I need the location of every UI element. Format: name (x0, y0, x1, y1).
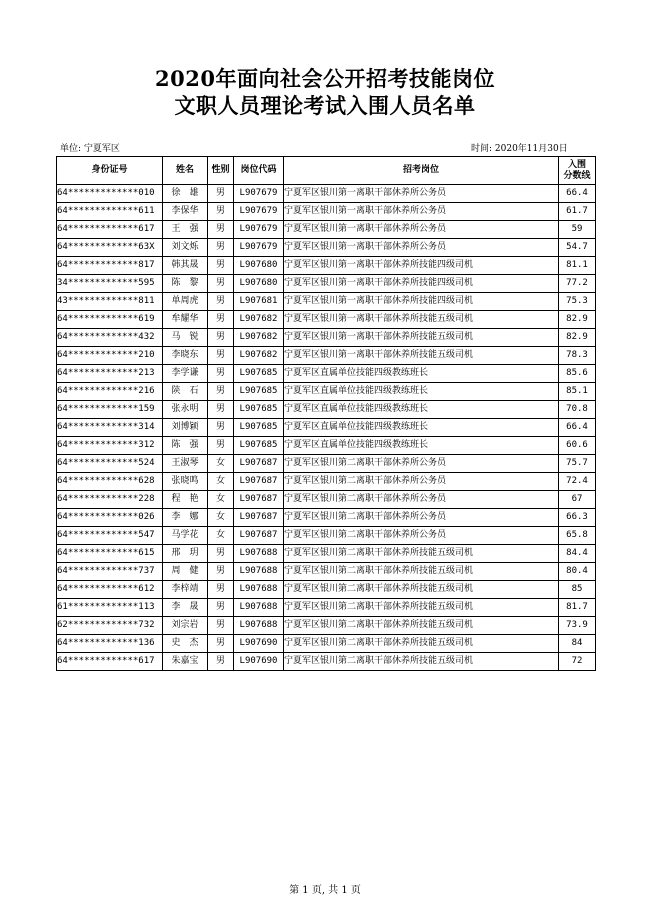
cell-score: 66.4 (559, 185, 596, 203)
cell-position: 宁夏军区银川第一离职干部休养所技能四级司机 (284, 275, 559, 293)
cell-sex: 男 (208, 365, 234, 383)
table-row (57, 545, 596, 563)
cell-name: 韩其晟 (163, 257, 208, 275)
table-row (57, 347, 596, 365)
cell-sex: 男 (208, 653, 234, 671)
cell-position: 宁夏军区银川第一离职干部休养所公务员 (284, 185, 559, 203)
cell-name: 徐 雄 (163, 185, 208, 203)
cell-position: 宁夏军区银川第一离职干部休养所技能五级司机 (284, 329, 559, 347)
cell-id: 64*************524 (57, 455, 163, 473)
header-position: 招考岗位 (284, 157, 559, 185)
date-label: 时间: 2020年11月30日 (471, 144, 568, 154)
cell-code: L907685 (234, 437, 284, 455)
cell-sex: 男 (208, 275, 234, 293)
table-row (57, 275, 596, 293)
cell-name: 周 健 (163, 563, 208, 581)
cell-position: 宁夏军区银川第二离职干部休养所技能五级司机 (284, 635, 559, 653)
cell-position: 宁夏军区银川第一离职干部休养所公务员 (284, 239, 559, 257)
cell-code: L907687 (234, 509, 284, 527)
cell-name: 马 锐 (163, 329, 208, 347)
cell-score: 75.7 (559, 455, 596, 473)
cell-position: 宁夏军区银川第一离职干部休养所技能五级司机 (284, 347, 559, 365)
cell-name: 王 强 (163, 221, 208, 239)
cell-id: 64*************314 (57, 419, 163, 437)
document-title-line2: 文职人员理论考试入围人员名单 (174, 93, 476, 118)
table-row (57, 383, 596, 401)
cell-sex: 男 (208, 311, 234, 329)
cell-sex: 男 (208, 419, 234, 437)
cell-sex: 男 (208, 185, 234, 203)
cell-score: 72.4 (559, 473, 596, 491)
cell-score: 77.2 (559, 275, 596, 293)
cell-score: 67 (559, 491, 596, 509)
cell-name: 李梓靖 (163, 581, 208, 599)
cell-score: 78.3 (559, 347, 596, 365)
cell-id: 61*************113 (57, 599, 163, 617)
document-title-line1: 2020年面向社会公开招考技能岗位 (155, 66, 495, 91)
cell-score: 66.3 (559, 509, 596, 527)
cell-name: 王淑琴 (163, 455, 208, 473)
cell-score: 61.7 (559, 203, 596, 221)
unit-label: 单位: 宁夏军区 (60, 144, 120, 154)
cell-sex: 男 (208, 437, 234, 455)
cell-code: L907688 (234, 617, 284, 635)
table-row (57, 563, 596, 581)
cell-score: 66.4 (559, 419, 596, 437)
cell-position: 宁夏军区银川第二离职干部休养所技能五级司机 (284, 545, 559, 563)
cell-position: 宁夏军区直属单位技能四级教练班长 (284, 419, 559, 437)
cell-score: 72 (559, 653, 596, 671)
table-row (57, 293, 596, 311)
cell-score: 84 (559, 635, 596, 653)
cell-sex: 男 (208, 635, 234, 653)
cell-position: 宁夏军区银川第一离职干部休养所技能四级司机 (284, 293, 559, 311)
table-row (57, 329, 596, 347)
table-row (57, 509, 596, 527)
cell-score: 70.8 (559, 401, 596, 419)
cell-score: 59 (559, 221, 596, 239)
cell-name: 牟耀华 (163, 311, 208, 329)
table-row (57, 617, 596, 635)
cell-id: 43*************811 (57, 293, 163, 311)
cell-code: L907690 (234, 653, 284, 671)
cell-sex: 男 (208, 221, 234, 239)
cell-sex: 男 (208, 239, 234, 257)
cell-score: 85.6 (559, 365, 596, 383)
cell-position: 宁夏军区直属单位技能四级教练班长 (284, 365, 559, 383)
cell-code: L907688 (234, 581, 284, 599)
table-row (57, 473, 596, 491)
table-row (57, 455, 596, 473)
cell-sex: 男 (208, 617, 234, 635)
cell-score: 54.7 (559, 239, 596, 257)
cell-name: 张永明 (163, 401, 208, 419)
cell-name: 陈 黎 (163, 275, 208, 293)
header-sex: 性别 (208, 157, 234, 185)
cell-position: 宁夏军区直属单位技能四级教练班长 (284, 383, 559, 401)
cell-score: 73.9 (559, 617, 596, 635)
cell-position: 宁夏军区银川第二离职干部休养所技能五级司机 (284, 563, 559, 581)
cell-code: L907687 (234, 491, 284, 509)
cell-name: 李学谦 (163, 365, 208, 383)
cell-name: 马学花 (163, 527, 208, 545)
cell-position: 宁夏军区直属单位技能四级教练班长 (284, 437, 559, 455)
cell-code: L907688 (234, 599, 284, 617)
cell-position: 宁夏军区银川第二离职干部休养所公务员 (284, 509, 559, 527)
cell-code: L907685 (234, 365, 284, 383)
cell-code: L907682 (234, 311, 284, 329)
cell-id: 64*************228 (57, 491, 163, 509)
cell-id: 64*************63X (57, 239, 163, 257)
cell-position: 宁夏军区直属单位技能四级教练班长 (284, 401, 559, 419)
cell-score: 85.1 (559, 383, 596, 401)
table-row (57, 491, 596, 509)
cell-code: L907688 (234, 545, 284, 563)
cell-position: 宁夏军区银川第二离职干部休养所公务员 (284, 491, 559, 509)
cell-position: 宁夏军区银川第二离职干部休养所公务员 (284, 473, 559, 491)
page-footer: 第 1 页, 共 1 页 (289, 885, 361, 896)
table-header-row (57, 157, 596, 185)
cell-code: L907679 (234, 239, 284, 257)
cell-sex: 男 (208, 599, 234, 617)
table-row (57, 365, 596, 383)
cell-sex: 男 (208, 329, 234, 347)
table-row (57, 527, 596, 545)
cell-code: L907687 (234, 455, 284, 473)
header-code: 岗位代码 (234, 157, 284, 185)
cell-code: L907685 (234, 419, 284, 437)
table-row (57, 257, 596, 275)
cell-sex: 男 (208, 563, 234, 581)
cell-position: 宁夏军区银川第二离职干部休养所公务员 (284, 455, 559, 473)
table-row (57, 401, 596, 419)
header-id: 身份证号 (57, 157, 163, 185)
cell-id: 64*************817 (57, 257, 163, 275)
cell-code: L907685 (234, 401, 284, 419)
cell-code: L907679 (234, 203, 284, 221)
cell-id: 64*************615 (57, 545, 163, 563)
cell-name: 李 娜 (163, 509, 208, 527)
cell-sex: 男 (208, 581, 234, 599)
cell-name: 刘博颖 (163, 419, 208, 437)
cell-id: 64*************213 (57, 365, 163, 383)
cell-name: 单周虎 (163, 293, 208, 311)
cell-code: L907687 (234, 473, 284, 491)
cell-sex: 女 (208, 509, 234, 527)
cell-position: 宁夏军区银川第一离职干部休养所公务员 (284, 203, 559, 221)
cell-code: L907680 (234, 275, 284, 293)
table-row (57, 239, 596, 257)
cell-position: 宁夏军区银川第一离职干部休养所公务员 (284, 221, 559, 239)
cell-code: L907685 (234, 383, 284, 401)
cell-sex: 男 (208, 383, 234, 401)
cell-name: 刘宗岩 (163, 617, 208, 635)
cell-code: L907679 (234, 185, 284, 203)
cell-id: 64*************210 (57, 347, 163, 365)
cell-id: 64*************159 (57, 401, 163, 419)
cell-name: 张晓鸣 (163, 473, 208, 491)
cell-name: 陕 石 (163, 383, 208, 401)
cell-score: 82.9 (559, 311, 596, 329)
cell-sex: 男 (208, 545, 234, 563)
cell-position: 宁夏军区银川第二离职干部休养所技能五级司机 (284, 581, 559, 599)
cell-id: 64*************547 (57, 527, 163, 545)
cell-id: 64*************432 (57, 329, 163, 347)
cell-sex: 女 (208, 455, 234, 473)
cell-name: 李晓东 (163, 347, 208, 365)
cell-id: 64*************612 (57, 581, 163, 599)
cell-score: 65.8 (559, 527, 596, 545)
cell-sex: 男 (208, 257, 234, 275)
cell-sex: 女 (208, 473, 234, 491)
cell-id: 64*************617 (57, 221, 163, 239)
cell-id: 64*************737 (57, 563, 163, 581)
cell-code: L907688 (234, 563, 284, 581)
cell-name: 程 艳 (163, 491, 208, 509)
table-row (57, 221, 596, 239)
table-row (57, 653, 596, 671)
cell-id: 64*************611 (57, 203, 163, 221)
candidate-table (56, 156, 596, 671)
cell-position: 宁夏军区银川第二离职干部休养所技能五级司机 (284, 653, 559, 671)
cell-sex: 女 (208, 527, 234, 545)
cell-id: 64*************136 (57, 635, 163, 653)
table-row (57, 419, 596, 437)
cell-code: L907681 (234, 293, 284, 311)
cell-score: 75.3 (559, 293, 596, 311)
cell-score: 81.1 (559, 257, 596, 275)
cell-name: 刘文烁 (163, 239, 208, 257)
header-name: 姓名 (163, 157, 208, 185)
cell-name: 李 晟 (163, 599, 208, 617)
cell-id: 34*************595 (57, 275, 163, 293)
table-row (57, 203, 596, 221)
cell-sex: 男 (208, 401, 234, 419)
cell-name: 史 杰 (163, 635, 208, 653)
cell-score: 85 (559, 581, 596, 599)
table-row (57, 437, 596, 455)
cell-sex: 男 (208, 203, 234, 221)
cell-score: 84.4 (559, 545, 596, 563)
cell-position: 宁夏军区银川第一离职干部休养所技能四级司机 (284, 257, 559, 275)
cell-id: 64*************617 (57, 653, 163, 671)
cell-id: 64*************628 (57, 473, 163, 491)
cell-code: L907682 (234, 347, 284, 365)
table-row (57, 599, 596, 617)
table-row (57, 311, 596, 329)
cell-position: 宁夏军区银川第二离职干部休养所技能五级司机 (284, 617, 559, 635)
table-row (57, 635, 596, 653)
cell-code: L907680 (234, 257, 284, 275)
table-row (57, 581, 596, 599)
cell-score: 80.4 (559, 563, 596, 581)
cell-id: 64*************216 (57, 383, 163, 401)
header-score: 入围 分数线 (559, 157, 596, 185)
cell-code: L907687 (234, 527, 284, 545)
cell-code: L907690 (234, 635, 284, 653)
cell-name: 邢 玥 (163, 545, 208, 563)
table-body (57, 185, 596, 671)
cell-score: 81.7 (559, 599, 596, 617)
cell-code: L907682 (234, 329, 284, 347)
cell-position: 宁夏军区银川第二离职干部休养所公务员 (284, 527, 559, 545)
cell-code: L907679 (234, 221, 284, 239)
cell-name: 陈 强 (163, 437, 208, 455)
cell-id: 62*************732 (57, 617, 163, 635)
cell-position: 宁夏军区银川第一离职干部休养所技能五级司机 (284, 311, 559, 329)
cell-sex: 男 (208, 347, 234, 365)
cell-position: 宁夏军区银川第二离职干部休养所技能五级司机 (284, 599, 559, 617)
cell-id: 64*************026 (57, 509, 163, 527)
cell-sex: 女 (208, 491, 234, 509)
cell-id: 64*************010 (57, 185, 163, 203)
cell-sex: 男 (208, 293, 234, 311)
cell-id: 64*************312 (57, 437, 163, 455)
cell-name: 朱嘉宝 (163, 653, 208, 671)
cell-name: 李保华 (163, 203, 208, 221)
table-row (57, 185, 596, 203)
cell-score: 60.6 (559, 437, 596, 455)
cell-score: 82.9 (559, 329, 596, 347)
cell-id: 64*************619 (57, 311, 163, 329)
